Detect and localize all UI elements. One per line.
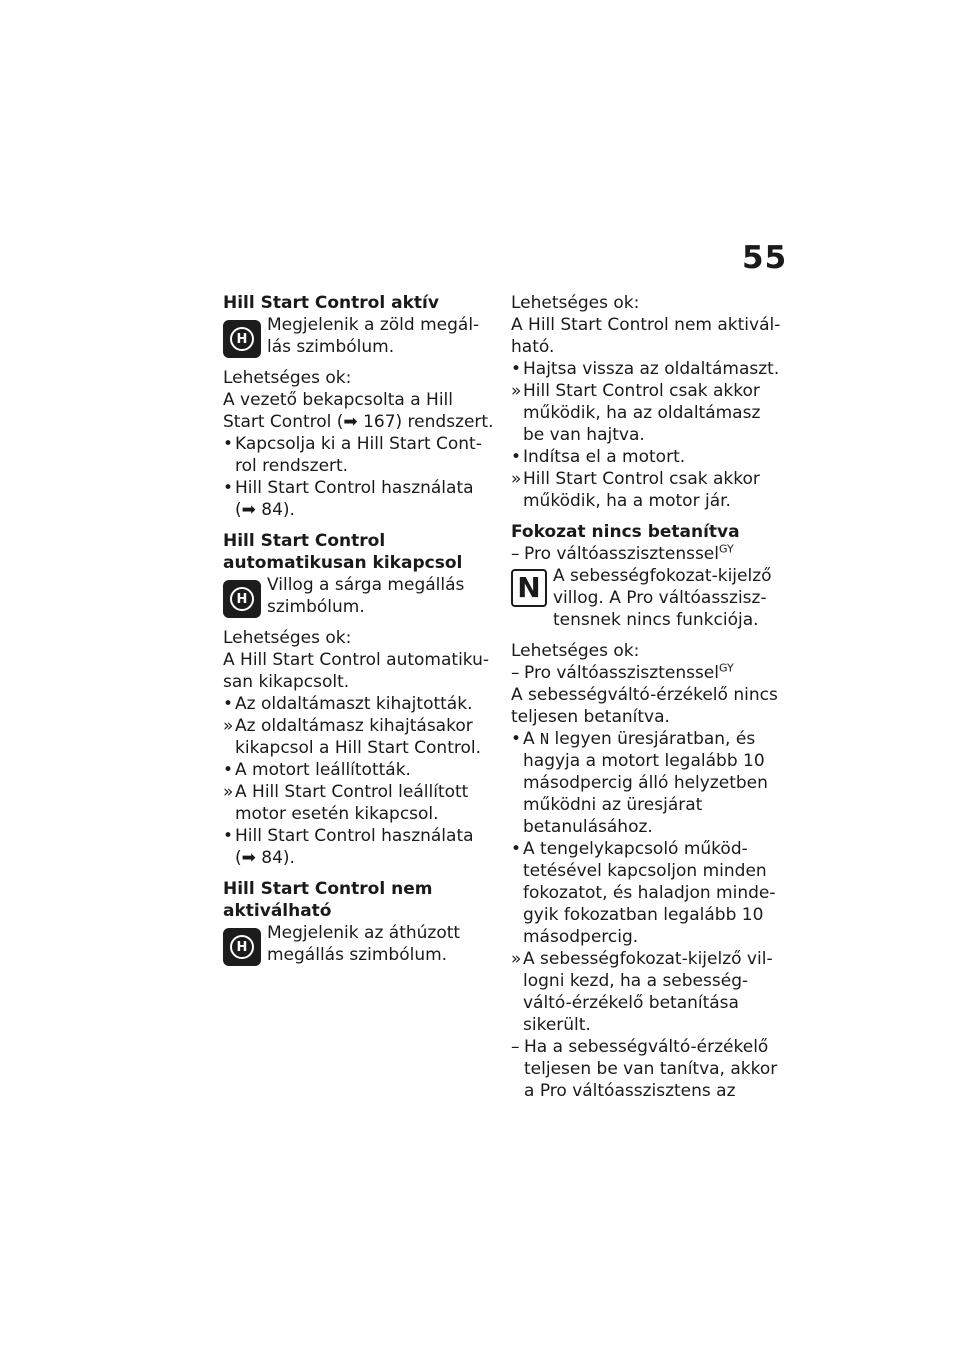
dash-item: – Ha a sebességváltó-érzékelő teljesen be van tanítva, akkor a Pro váltóasszisztens az	[511, 1037, 778, 1101]
icon-description: Megjelenik a zöld megállás szimbólum.	[267, 315, 480, 357]
left-column	[223, 292, 495, 966]
section-title: Hill Start Control automatikusan kikapcsol	[223, 531, 463, 573]
dash-item: – Pro váltóasszisztenssel$^{GY}$	[511, 661, 734, 683]
bullet-item: • A tengelykapcsoló működtetésével kapcsoljon minden fokozatot, és haladjon mindegyik fokozatban legalább 10 másodpercig.	[511, 839, 776, 947]
dash-item: – Pro váltóasszisztenssel$^{GY}$	[511, 542, 734, 564]
cause-text: A Hill Start Control nem aktiválható.	[511, 315, 781, 357]
result-item: » Hill Start Control csak akkor működik, ha az oldaltámasz be van hajtva.	[511, 381, 761, 445]
bullet-item: • Hajtsa vissza az oldaltámaszt.	[511, 359, 780, 379]
cause-text: A sebességváltó-érzékelő nincs teljesen betanítva.	[511, 685, 778, 727]
hill-start-control-icon: H	[223, 928, 261, 966]
icon-row	[511, 565, 783, 631]
page-number: 55	[742, 240, 788, 276]
icon-row	[223, 922, 495, 966]
icon-description: A sebességfokozat-kijelző villog. A Pro váltóasszisztensnek nincs funkciója.	[553, 566, 772, 630]
bullet-item: • A N legyen üresjáratban, és hagyja a motort legalább 10 másodpercig álló helyzetben működni az üresjárat betanulásához.	[511, 729, 768, 837]
result-item: » A sebességfokozat-kijelző villogni kezd, ha a sebességváltó-érzékelő betanítása sikerült.	[511, 949, 773, 1035]
bullet-item: • A motort leállították.	[223, 760, 411, 780]
cause-text: A Hill Start Control automatikusan kikapcsolt.	[223, 650, 490, 692]
icon-description: Villog a sárga megállás szimbólum.	[267, 575, 465, 617]
right-column	[511, 292, 783, 1102]
hill-start-control-icon: H	[223, 320, 261, 358]
result-item: » Hill Start Control csak akkor működik, ha a motor jár.	[511, 469, 760, 511]
section-title: Fokozat nincs betanítva	[511, 522, 740, 542]
bullet-item: • Indítsa el a motort.	[511, 447, 686, 467]
icon-row	[223, 314, 495, 358]
gear-indicator-n-icon: N	[511, 569, 547, 607]
section-title: Hill Start Control aktív	[223, 293, 439, 313]
icon-description: Megjelenik az áthúzott megállás szimbólum.	[267, 923, 461, 965]
icon-row	[223, 574, 495, 618]
bullet-item: • Az oldaltámaszt kihajtották.	[223, 694, 473, 714]
bullet-item: • Hill Start Control használata (➡ 84).	[223, 826, 474, 868]
causes-label: Lehetséges ok:	[511, 293, 640, 313]
result-item: » Az oldaltámasz kihajtásakor kikapcsol a Hill Start Control.	[223, 716, 482, 758]
section-title: Hill Start Control nem aktiválható	[223, 879, 433, 921]
bullet-item: • Kapcsolja ki a Hill Start Control rendszert.	[223, 434, 482, 476]
cause-text: A vezető bekapcsolta a Hill Start Control (➡ 167) rendszert.	[223, 390, 494, 432]
bullet-item: • Hill Start Control használata (➡ 84).	[223, 478, 474, 520]
causes-label: Lehetséges ok:	[511, 641, 640, 661]
causes-label: Lehetséges ok:	[223, 628, 352, 648]
hill-start-control-icon: H	[223, 580, 261, 618]
result-item: » A Hill Start Control leállított motor esetén kikapcsol.	[223, 782, 469, 824]
causes-label: Lehetséges ok:	[223, 368, 352, 388]
